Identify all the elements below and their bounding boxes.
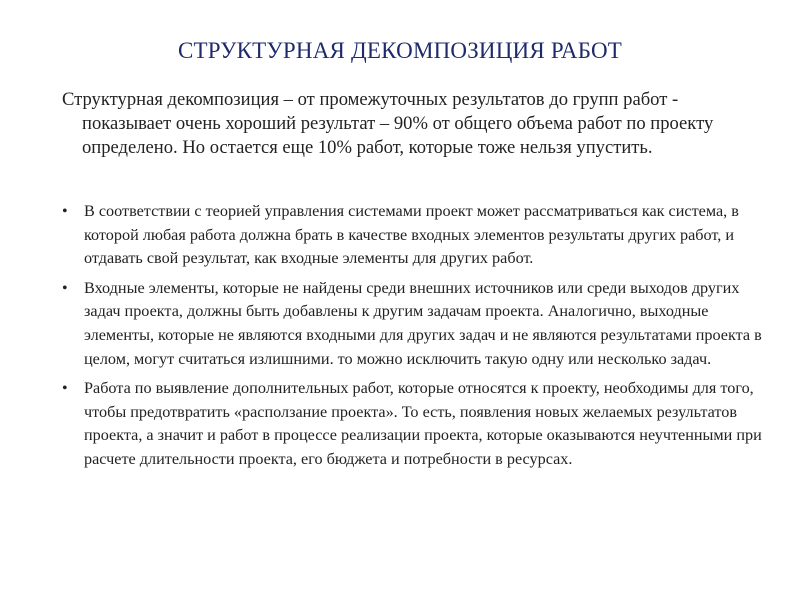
bullet-icon: •	[62, 380, 68, 398]
bullet-text: В соответствии с теорией управления системами проект может рассматриваться как система, в которой любая работа должна брать в качестве входных элементов результаты других работ, и отдавать свой результат, как входные элементы для других работ.	[84, 202, 739, 268]
bullet-list	[62, 200, 762, 478]
bullet-item	[62, 200, 762, 271]
bullet-text: Работа по выявление дополнительных работ, которые относятся к проекту, необходимы для того, чтобы предотвратить «расползание проекта». То есть, появления новых желаемых результатов проекта, а значит и работ в процессе реализации проекта, которые оказываются неучтенными при расчете длительности проекта, его бюджета и потребности в ресурсах.	[84, 379, 762, 468]
slide-title: СТРУКТУРНАЯ ДЕКОМПОЗИЦИЯ РАБОТ	[177, 38, 623, 63]
bullet-icon: •	[62, 279, 68, 297]
bullet-item	[62, 277, 762, 371]
bullet-item	[62, 377, 762, 471]
bullet-text: Входные элементы, которые не найдены среди внешних источников или среди выходов других задач проекта, должны быть добавлены к другим задачам проекта. Аналогично, выходные элементы, которые не являются входными для других задач и не являются результатами проекта в целом, могут считаться излишними. то можно исключить такую одну или несколько задач.	[84, 278, 762, 368]
intro-paragraph: Структурная декомпозиция – от промежуточных результатов до групп работ - показывает очень хороший результат – 90% от общего объема работ по проекту определено. Но остается еще 10% работ, которые тоже нельзя упустить.	[62, 89, 714, 158]
bullet-icon: •	[62, 203, 68, 220]
